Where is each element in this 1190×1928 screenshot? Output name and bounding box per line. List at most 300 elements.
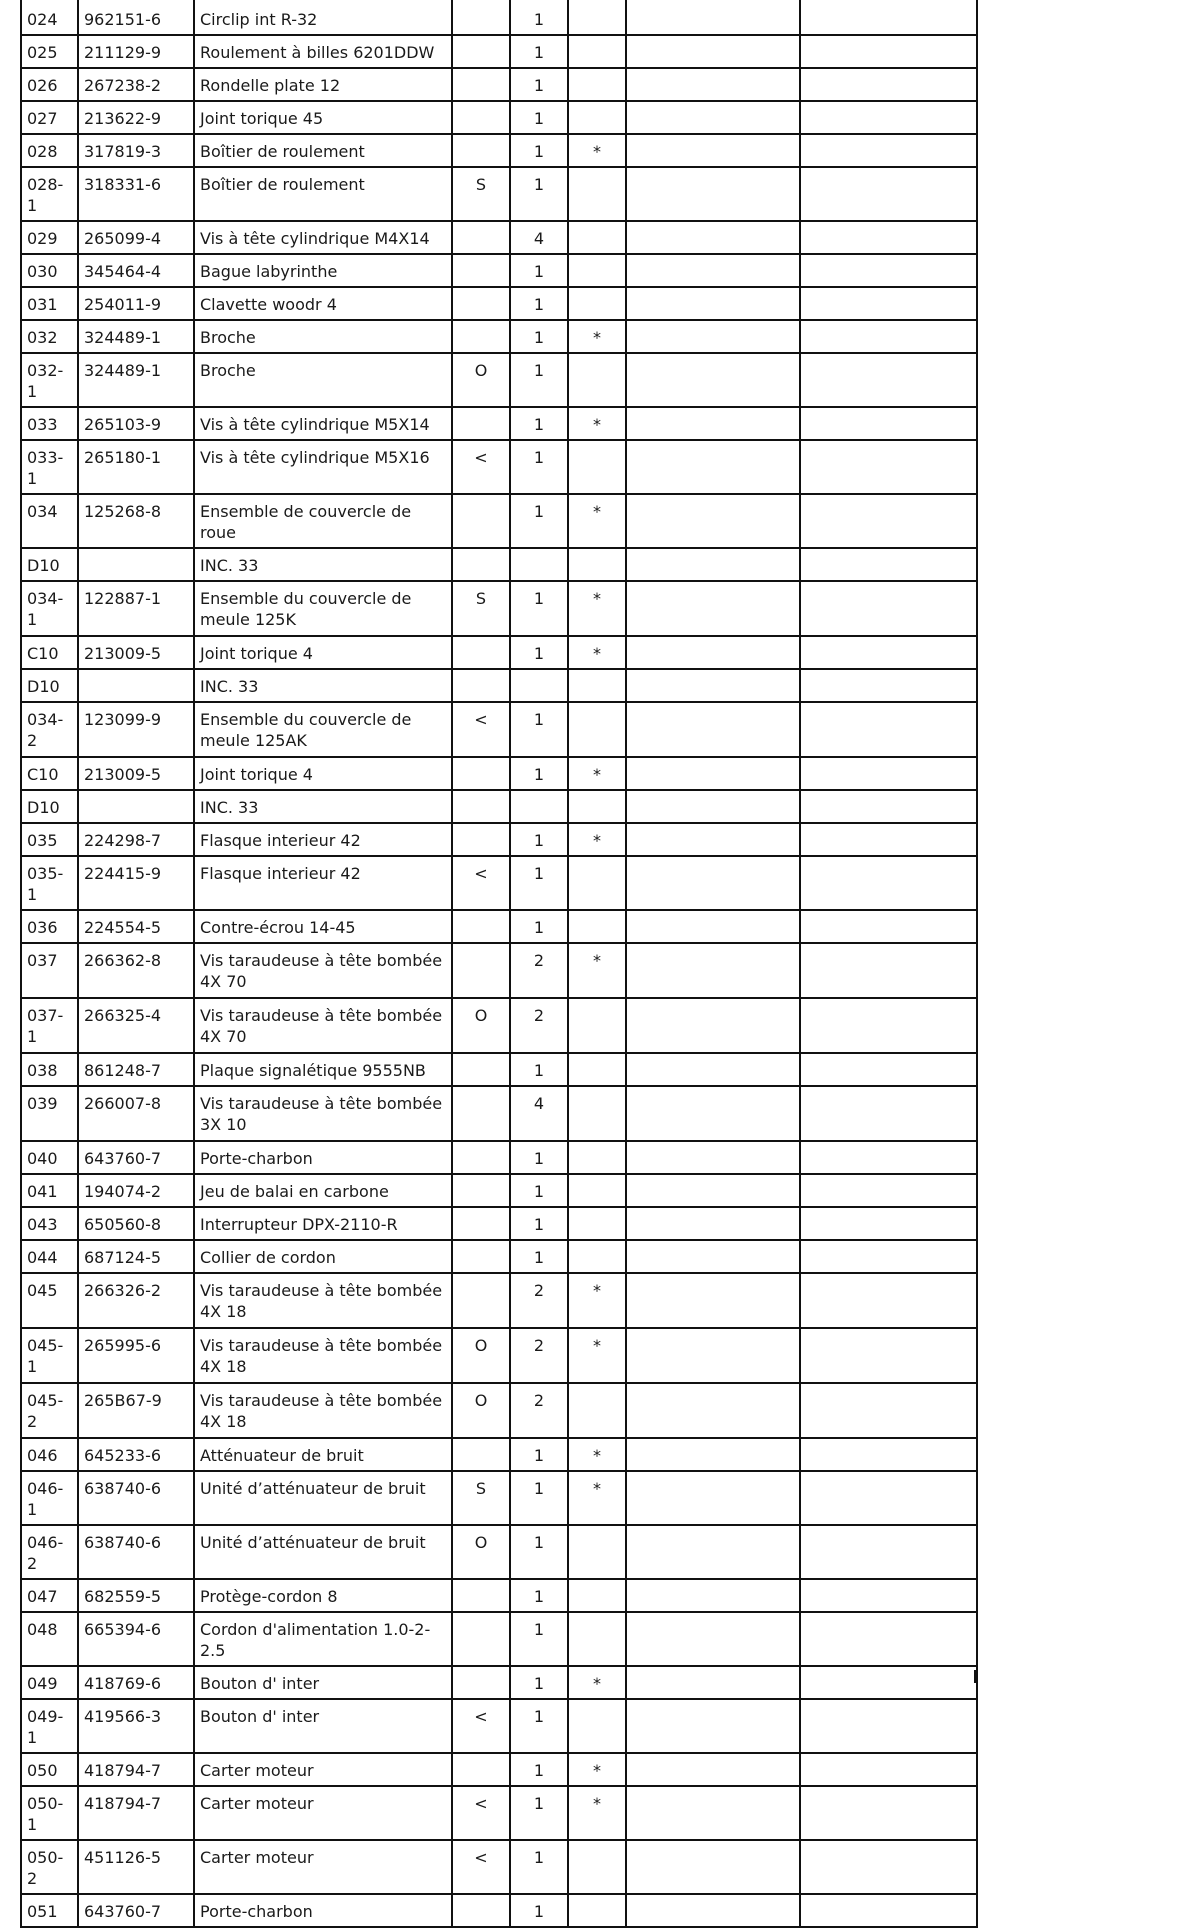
part-note [452, 221, 510, 254]
extra-column-2 [800, 1786, 977, 1840]
part-reference: 643760-7 [78, 1894, 194, 1927]
part-quantity: 1 [510, 101, 568, 134]
part-description: Vis à tête cylindrique M5X14 [194, 407, 452, 440]
extra-column-1 [626, 1753, 800, 1786]
item-number: 050-2 [21, 1840, 78, 1894]
part-reference: 213009-5 [78, 757, 194, 790]
part-quantity: 1 [510, 757, 568, 790]
part-reference: 643760-7 [78, 1141, 194, 1174]
item-number: 034-1 [21, 581, 78, 636]
extra-column-1 [626, 1894, 800, 1927]
extra-column-2 [800, 1207, 977, 1240]
extra-column-2 [800, 1086, 977, 1141]
part-reference: 638740-6 [78, 1525, 194, 1579]
part-mark: * [568, 1471, 626, 1525]
part-description: Porte-charbon [194, 1141, 452, 1174]
item-number: 046 [21, 1438, 78, 1471]
part-note [452, 548, 510, 581]
part-mark [568, 221, 626, 254]
extra-column-1 [626, 1699, 800, 1753]
extra-column-2 [800, 943, 977, 998]
part-description: Joint torique 45 [194, 101, 452, 134]
extra-column-2 [800, 1273, 977, 1328]
extra-column-1 [626, 1053, 800, 1086]
part-note [452, 943, 510, 998]
extra-column-1 [626, 0, 800, 35]
part-mark [568, 790, 626, 823]
extra-column-2 [800, 856, 977, 910]
extra-column-1 [626, 636, 800, 669]
item-number: 034 [21, 494, 78, 548]
table-row [21, 440, 977, 494]
item-number: D10 [21, 669, 78, 702]
part-description: Vis taraudeuse à tête bombée 3X 10 [194, 1086, 452, 1141]
part-description: Carter moteur [194, 1753, 452, 1786]
extra-column-2 [800, 254, 977, 287]
item-number: 032 [21, 320, 78, 353]
part-reference: 418794-7 [78, 1786, 194, 1840]
table-row [21, 1141, 977, 1174]
part-description: Vis taraudeuse à tête bombée 4X 18 [194, 1273, 452, 1328]
extra-column-1 [626, 407, 800, 440]
part-mark [568, 101, 626, 134]
extra-column-2 [800, 440, 977, 494]
item-number: 035-1 [21, 856, 78, 910]
table-row [21, 910, 977, 943]
extra-column-2 [800, 823, 977, 856]
part-description: Unité d’atténuateur de bruit [194, 1471, 452, 1525]
part-description: Bouton d' inter [194, 1666, 452, 1699]
table-row [21, 353, 977, 407]
item-number: 027 [21, 101, 78, 134]
part-reference: 265B67-9 [78, 1383, 194, 1438]
table-row [21, 1471, 977, 1525]
part-note [452, 790, 510, 823]
part-mark [568, 1086, 626, 1141]
item-number: 033-1 [21, 440, 78, 494]
part-reference: 419566-3 [78, 1699, 194, 1753]
table-row [21, 494, 977, 548]
part-quantity: 1 [510, 636, 568, 669]
extra-column-2 [800, 1471, 977, 1525]
extra-column-1 [626, 702, 800, 757]
part-reference: 265103-9 [78, 407, 194, 440]
item-number: 037-1 [21, 998, 78, 1053]
part-note: S [452, 1471, 510, 1525]
part-reference: 224554-5 [78, 910, 194, 943]
extra-column-2 [800, 35, 977, 68]
extra-column-2 [800, 1840, 977, 1894]
part-note: O [452, 1328, 510, 1383]
part-mark [568, 669, 626, 702]
part-note: < [452, 440, 510, 494]
table-row [21, 1786, 977, 1840]
part-quantity [510, 548, 568, 581]
item-number: 050-1 [21, 1786, 78, 1840]
part-reference: 266325-4 [78, 998, 194, 1053]
part-mark [568, 254, 626, 287]
part-reference: 254011-9 [78, 287, 194, 320]
extra-column-1 [626, 581, 800, 636]
part-quantity: 1 [510, 1840, 568, 1894]
part-note [452, 636, 510, 669]
part-description: Vis à tête cylindrique M5X16 [194, 440, 452, 494]
extra-column-2 [800, 1753, 977, 1786]
extra-column-1 [626, 1240, 800, 1273]
extra-column-1 [626, 1579, 800, 1612]
item-number: 034-2 [21, 702, 78, 757]
table-row [21, 1753, 977, 1786]
part-mark [568, 998, 626, 1053]
part-description: Broche [194, 320, 452, 353]
item-number: C10 [21, 636, 78, 669]
part-reference: 265099-4 [78, 221, 194, 254]
extra-column-2 [800, 68, 977, 101]
part-description: Joint torique 4 [194, 636, 452, 669]
part-description: Rondelle plate 12 [194, 68, 452, 101]
part-note [452, 254, 510, 287]
extra-column-1 [626, 101, 800, 134]
part-description: Ensemble du couvercle de meule 125AK [194, 702, 452, 757]
part-quantity: 1 [510, 1894, 568, 1927]
extra-column-1 [626, 1438, 800, 1471]
part-description: Protège-cordon 8 [194, 1579, 452, 1612]
part-quantity: 1 [510, 1666, 568, 1699]
part-note [452, 1894, 510, 1927]
part-quantity: 1 [510, 910, 568, 943]
item-number: 050 [21, 1753, 78, 1786]
table-row [21, 1174, 977, 1207]
part-description: Vis à tête cylindrique M4X14 [194, 221, 452, 254]
extra-column-2 [800, 1328, 977, 1383]
table-row [21, 167, 977, 221]
extra-column-1 [626, 35, 800, 68]
part-note [452, 101, 510, 134]
extra-column-1 [626, 134, 800, 167]
part-description: Contre-écrou 14-45 [194, 910, 452, 943]
part-note [452, 134, 510, 167]
part-mark: * [568, 823, 626, 856]
part-mark: * [568, 1328, 626, 1383]
extra-column-2 [800, 320, 977, 353]
part-reference: 324489-1 [78, 320, 194, 353]
table-row [21, 548, 977, 581]
table-row [21, 1699, 977, 1753]
extra-column-2 [800, 998, 977, 1053]
item-number: 036 [21, 910, 78, 943]
part-description: Vis taraudeuse à tête bombée 4X 70 [194, 998, 452, 1053]
item-number: 040 [21, 1141, 78, 1174]
part-note: < [452, 856, 510, 910]
part-reference: 324489-1 [78, 353, 194, 407]
extra-column-2 [800, 669, 977, 702]
part-description: Joint torique 4 [194, 757, 452, 790]
part-reference: 213622-9 [78, 101, 194, 134]
extra-column-1 [626, 440, 800, 494]
extra-column-2 [800, 134, 977, 167]
part-quantity: 1 [510, 320, 568, 353]
part-mark [568, 440, 626, 494]
part-quantity: 4 [510, 221, 568, 254]
part-note [452, 1579, 510, 1612]
part-mark [568, 1141, 626, 1174]
extra-column-1 [626, 167, 800, 221]
extra-column-2 [800, 1174, 977, 1207]
item-number: 046-2 [21, 1525, 78, 1579]
extra-column-2 [800, 910, 977, 943]
part-mark: * [568, 494, 626, 548]
part-reference: 861248-7 [78, 1053, 194, 1086]
extra-column-2 [800, 1383, 977, 1438]
part-description: INC. 33 [194, 669, 452, 702]
item-number: 025 [21, 35, 78, 68]
part-mark: * [568, 1786, 626, 1840]
extra-column-1 [626, 790, 800, 823]
part-note [452, 287, 510, 320]
part-quantity: 1 [510, 35, 568, 68]
part-note [452, 1207, 510, 1240]
part-reference: 194074-2 [78, 1174, 194, 1207]
extra-column-2 [800, 1240, 977, 1273]
part-reference: 122887-1 [78, 581, 194, 636]
part-reference: 345464-4 [78, 254, 194, 287]
part-description: INC. 33 [194, 548, 452, 581]
item-number: 029 [21, 221, 78, 254]
part-note [452, 1174, 510, 1207]
extra-column-2 [800, 101, 977, 134]
part-mark [568, 856, 626, 910]
extra-column-1 [626, 943, 800, 998]
table-row [21, 1579, 977, 1612]
part-mark: * [568, 407, 626, 440]
part-description: Clavette woodr 4 [194, 287, 452, 320]
part-quantity [510, 790, 568, 823]
table-row [21, 1240, 977, 1273]
table-row [21, 998, 977, 1053]
part-reference: 224415-9 [78, 856, 194, 910]
table-row [21, 790, 977, 823]
part-note [452, 1053, 510, 1086]
part-description: Jeu de balai en carbone [194, 1174, 452, 1207]
part-quantity: 1 [510, 1141, 568, 1174]
part-note [452, 1612, 510, 1666]
part-reference [78, 548, 194, 581]
part-mark [568, 1174, 626, 1207]
table-row [21, 320, 977, 353]
part-reference: 125268-8 [78, 494, 194, 548]
item-number: 037 [21, 943, 78, 998]
item-number: 047 [21, 1579, 78, 1612]
part-mark: * [568, 636, 626, 669]
extra-column-1 [626, 910, 800, 943]
part-mark [568, 1053, 626, 1086]
extra-column-2 [800, 353, 977, 407]
part-mark [568, 35, 626, 68]
item-number: 024 [21, 0, 78, 35]
item-number: 039 [21, 1086, 78, 1141]
table-row [21, 254, 977, 287]
part-note: O [452, 353, 510, 407]
extra-column-2 [800, 1612, 977, 1666]
part-reference: 265995-6 [78, 1328, 194, 1383]
part-note [452, 823, 510, 856]
extra-column-1 [626, 1174, 800, 1207]
part-note [452, 494, 510, 548]
extra-column-1 [626, 823, 800, 856]
table-row [21, 1086, 977, 1141]
part-quantity: 1 [510, 407, 568, 440]
part-quantity: 1 [510, 856, 568, 910]
table-row [21, 221, 977, 254]
part-quantity: 1 [510, 287, 568, 320]
extra-column-1 [626, 1383, 800, 1438]
item-number: 033 [21, 407, 78, 440]
part-mark [568, 548, 626, 581]
part-note [452, 1141, 510, 1174]
part-description: Broche [194, 353, 452, 407]
part-reference: 418794-7 [78, 1753, 194, 1786]
part-mark [568, 1579, 626, 1612]
part-reference: 265180-1 [78, 440, 194, 494]
extra-column-2 [800, 0, 977, 35]
item-number: 044 [21, 1240, 78, 1273]
table-continuation [20, 1670, 976, 1683]
part-note [452, 757, 510, 790]
table-row [21, 101, 977, 134]
extra-column-1 [626, 68, 800, 101]
extra-column-2 [800, 548, 977, 581]
table-row [21, 669, 977, 702]
item-number: 045 [21, 1273, 78, 1328]
part-quantity: 1 [510, 1053, 568, 1086]
part-mark [568, 167, 626, 221]
part-reference [78, 669, 194, 702]
extra-column-2 [800, 1053, 977, 1086]
part-mark [568, 910, 626, 943]
table-row [21, 35, 977, 68]
parts-table [20, 0, 978, 1928]
table-row [21, 1894, 977, 1927]
part-quantity: 2 [510, 943, 568, 998]
part-reference: 687124-5 [78, 1240, 194, 1273]
extra-column-1 [626, 221, 800, 254]
part-description: Ensemble de couvercle de roue [194, 494, 452, 548]
part-description: Flasque interieur 42 [194, 856, 452, 910]
extra-column-2 [800, 287, 977, 320]
part-note [452, 1240, 510, 1273]
extra-column-1 [626, 1207, 800, 1240]
parts-list-sheet [20, 0, 976, 1928]
part-note: < [452, 1699, 510, 1753]
extra-column-2 [800, 581, 977, 636]
extra-column-2 [800, 757, 977, 790]
table-row [21, 1612, 977, 1666]
part-note [452, 68, 510, 101]
part-description: Plaque signalétique 9555NB [194, 1053, 452, 1086]
part-quantity [510, 669, 568, 702]
extra-column-2 [800, 1579, 977, 1612]
table-row [21, 1273, 977, 1328]
part-quantity: 1 [510, 1174, 568, 1207]
item-number: 028 [21, 134, 78, 167]
part-reference: 211129-9 [78, 35, 194, 68]
part-reference: 418769-6 [78, 1666, 194, 1699]
extra-column-1 [626, 1840, 800, 1894]
part-mark: * [568, 1273, 626, 1328]
part-mark [568, 702, 626, 757]
part-mark [568, 68, 626, 101]
table-row [21, 1525, 977, 1579]
part-quantity: 1 [510, 1240, 568, 1273]
part-mark [568, 1525, 626, 1579]
item-number: 041 [21, 1174, 78, 1207]
item-number: 043 [21, 1207, 78, 1240]
extra-column-2 [800, 1894, 977, 1927]
part-mark: * [568, 1438, 626, 1471]
extra-column-2 [800, 494, 977, 548]
item-number: 028-1 [21, 167, 78, 221]
item-number: 049 [21, 1666, 78, 1699]
part-note [452, 1438, 510, 1471]
extra-column-2 [800, 702, 977, 757]
part-mark [568, 1383, 626, 1438]
part-note [452, 35, 510, 68]
table-row [21, 407, 977, 440]
part-note [452, 407, 510, 440]
table-row [21, 1328, 977, 1383]
part-reference: 645233-6 [78, 1438, 194, 1471]
part-description: Collier de cordon [194, 1240, 452, 1273]
part-description: Interrupteur DPX-2110-R [194, 1207, 452, 1240]
part-note: S [452, 581, 510, 636]
item-number: 045-2 [21, 1383, 78, 1438]
part-mark: * [568, 943, 626, 998]
part-reference: 213009-5 [78, 636, 194, 669]
extra-column-2 [800, 407, 977, 440]
part-reference: 962151-6 [78, 0, 194, 35]
part-reference: 123099-9 [78, 702, 194, 757]
part-quantity: 1 [510, 823, 568, 856]
part-reference: 638740-6 [78, 1471, 194, 1525]
part-reference: 224298-7 [78, 823, 194, 856]
part-description: Circlip int R-32 [194, 0, 452, 35]
item-number: 030 [21, 254, 78, 287]
part-reference: 267238-2 [78, 68, 194, 101]
table-row [21, 702, 977, 757]
part-quantity: 1 [510, 1471, 568, 1525]
part-quantity: 1 [510, 353, 568, 407]
item-number: 038 [21, 1053, 78, 1086]
part-note [452, 1753, 510, 1786]
part-mark: * [568, 757, 626, 790]
extra-column-1 [626, 856, 800, 910]
part-quantity: 2 [510, 1328, 568, 1383]
part-note: O [452, 1525, 510, 1579]
table-row [21, 1207, 977, 1240]
part-quantity: 1 [510, 1525, 568, 1579]
part-quantity: 1 [510, 440, 568, 494]
extra-column-2 [800, 1525, 977, 1579]
table-row [21, 823, 977, 856]
part-reference: 665394-6 [78, 1612, 194, 1666]
part-note: < [452, 702, 510, 757]
item-number: 046-1 [21, 1471, 78, 1525]
part-quantity: 1 [510, 68, 568, 101]
part-description: Atténuateur de bruit [194, 1438, 452, 1471]
part-note: O [452, 998, 510, 1053]
part-quantity: 1 [510, 1207, 568, 1240]
part-description: Unité d’atténuateur de bruit [194, 1525, 452, 1579]
